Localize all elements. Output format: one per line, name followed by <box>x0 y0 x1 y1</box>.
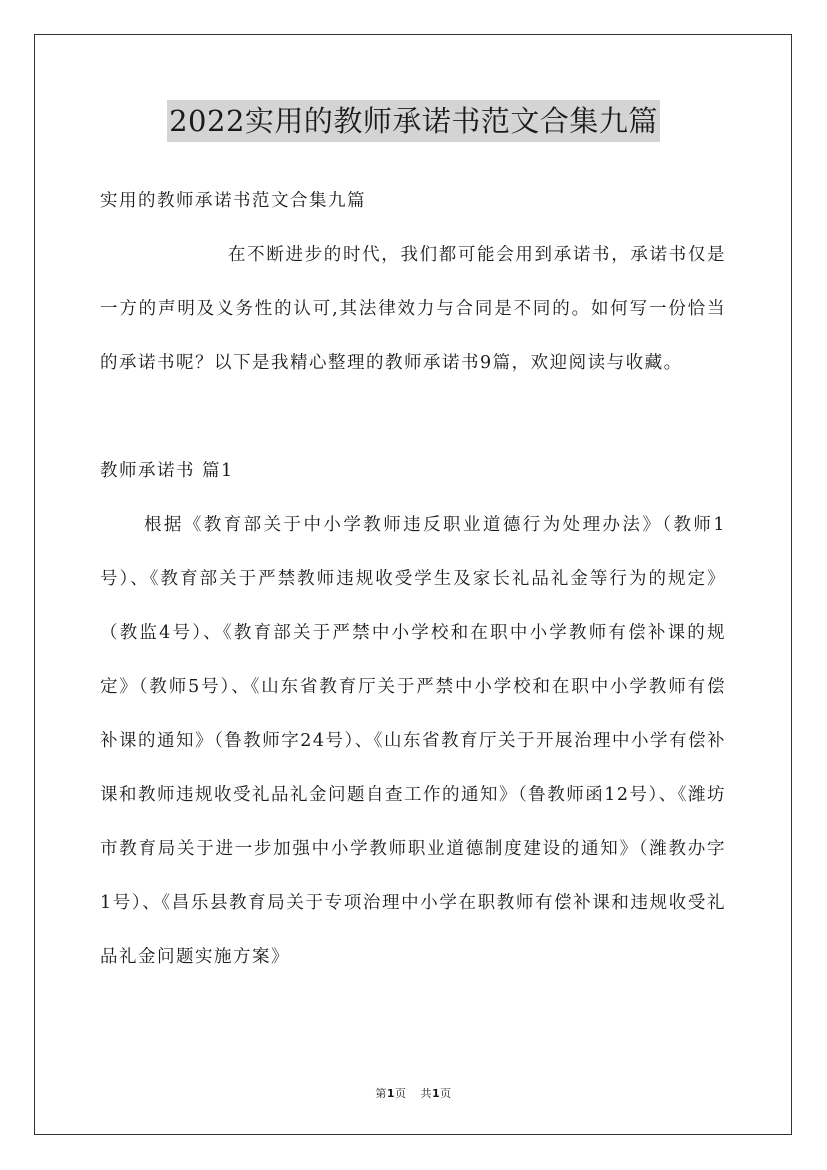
intro-paragraph: 在不断进步的时代，我们都可能会用到承诺书，承诺书仅是一方的声明及义务性的认可,其法律效力与合同是不同的。如何写一份恰当的承诺书呢？以下是我精心整理的教师承诺书9篇，欢迎阅读与收藏。 <box>100 245 726 373</box>
document-title: 2022实用的教师承诺书范文合集九篇 <box>167 100 660 142</box>
document-subtitle: 实用的教师承诺书范文合集九篇 <box>100 191 366 211</box>
page-footer <box>0 1085 827 1101</box>
total-pages: 1 <box>432 1087 441 1100</box>
section-heading: 教师承诺书 篇1 <box>100 461 234 481</box>
document-body <box>100 174 726 984</box>
page-suffix: 页 <box>395 1087 407 1100</box>
total-suffix: 页 <box>440 1087 452 1100</box>
page-number: 1 <box>386 1087 395 1100</box>
total-prefix: 共 <box>420 1087 432 1100</box>
title-container <box>0 100 827 142</box>
section-body-paragraph: 根据《教育部关于中小学教师违反职业道德行为处理办法》（教师1号）、《教育部关于严禁教师违规收受学生及家长礼品礼金等行为的规定》（教监4号）、《教育部关于严禁中小学校和在职中小学教师有偿补课的规定》（教师5号）、《山东省教育厅关于严禁中小学校和在职中小学教师有偿补课的通知》（鲁教师字24号）、《山东省教育厅关于开展治理中小学有偿补课和教师违规收受礼品礼金问题自查工作的通知》（鲁教师函12号）、《潍坊市教育局关于进一步加强中小学教师职业道德制度建设的通知》（潍教办字1号）、《昌乐县教育局关于专项治理中小学在职教师有偿补课和违规收受礼品礼金问题实施方案》 <box>100 515 727 967</box>
paragraph-gap <box>100 390 726 444</box>
page-prefix: 第 <box>375 1087 387 1100</box>
